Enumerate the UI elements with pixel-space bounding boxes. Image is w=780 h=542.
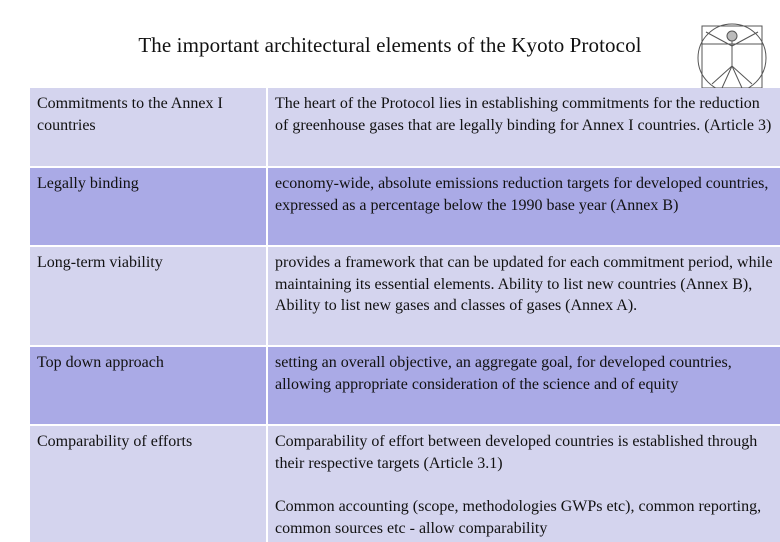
description-text: economy-wide, absolute emissions reduction targets for developed countries, expressed as a percentage below the 1990 base year (Annex B) xyxy=(275,175,769,214)
table-row xyxy=(30,426,780,542)
architecture-table xyxy=(30,88,780,542)
element-name: Long-term viability xyxy=(37,254,163,271)
description-text: The heart of the Protocol lies in establishing commitments for the reduction of greenhouse gases that are legally binding for Annex I countries. (Article 3) xyxy=(275,95,772,134)
description-text: provides a framework that can be updated for each commitment period, while maintaining its essential elements. Ability to list new countries (Annex B), Ability to list new gases and classes of gases (Annex A). xyxy=(275,254,773,314)
description-text: Comparability of effort between developed countries is established through their respective targets (Article 3.1) xyxy=(275,433,758,472)
element-name: Commitments to the Annex I countries xyxy=(37,95,223,134)
element-description xyxy=(266,168,780,245)
table-row xyxy=(30,88,780,168)
element-description xyxy=(266,347,780,424)
description-text: Common accounting (scope, methodologies GWPs etc), common reporting, common sources etc - allow comparability xyxy=(275,498,762,537)
table-row xyxy=(30,168,780,247)
table-row xyxy=(30,347,780,426)
description-text: setting an overall objective, an aggregate goal, for developed countries, allowing appropriate consideration of the science and of equity xyxy=(275,354,732,393)
element-description xyxy=(266,426,780,542)
element-description xyxy=(266,88,780,166)
element-name: Legally binding xyxy=(37,175,139,192)
table-row xyxy=(30,247,780,347)
vitruvian-man-icon xyxy=(688,14,780,90)
element-description xyxy=(266,247,780,345)
page-title: The important architectural elements of the Kyoto Protocol xyxy=(138,33,642,57)
element-name: Top down approach xyxy=(37,354,164,371)
element-name: Comparability of efforts xyxy=(37,433,193,450)
